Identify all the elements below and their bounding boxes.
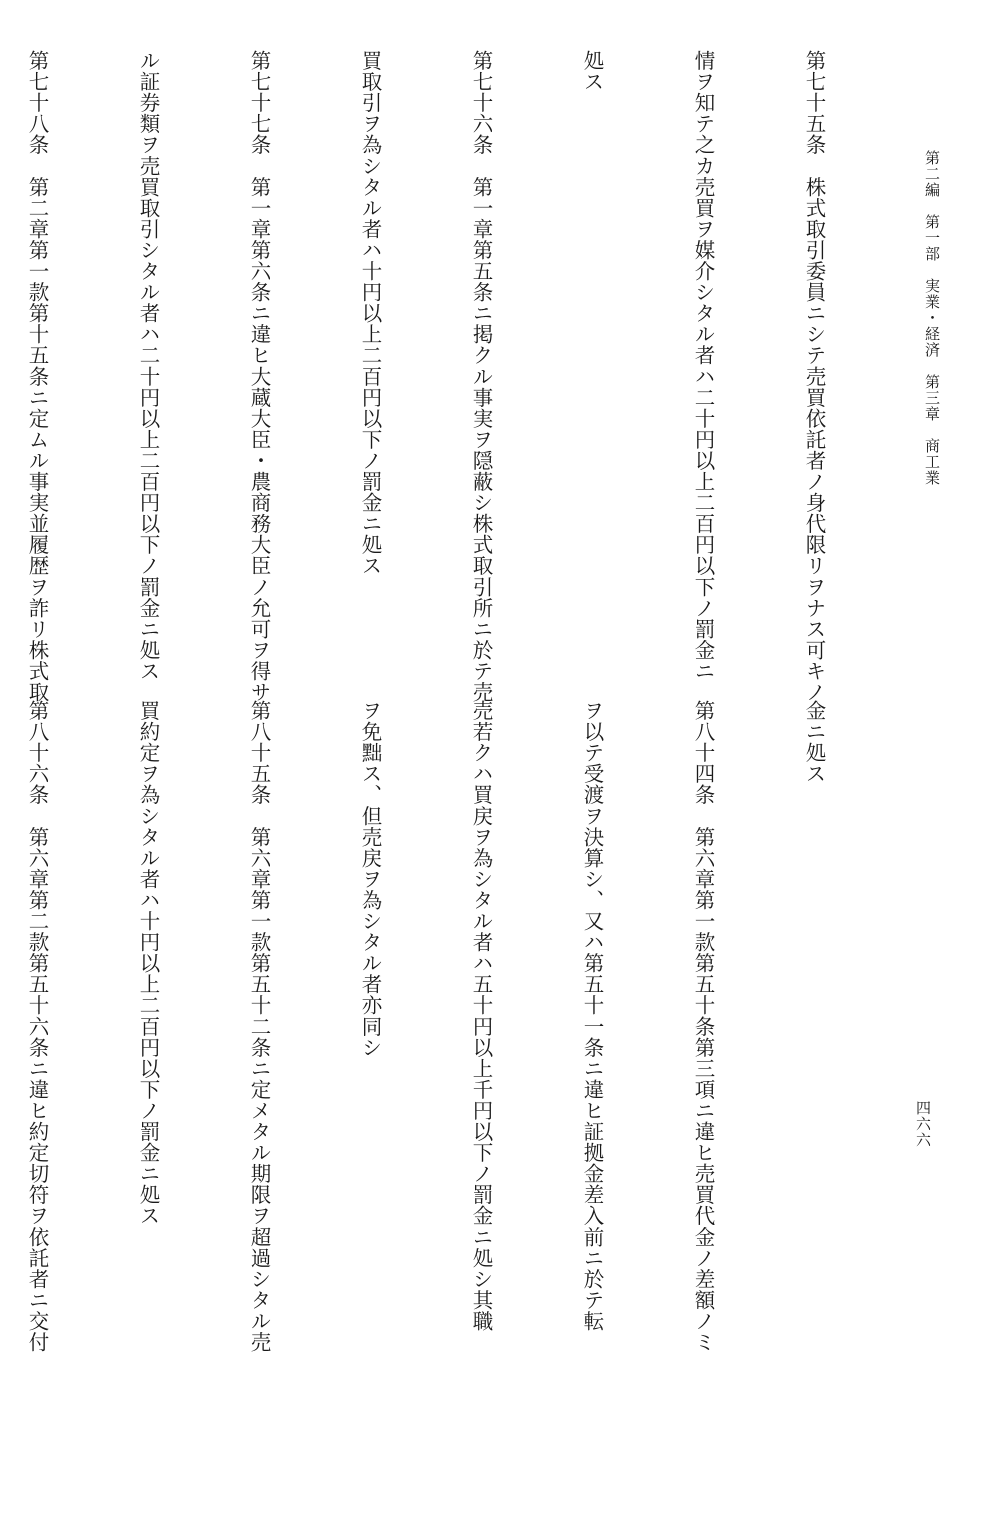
- text-line: ル証券類ヲ売買取引シタル者ハ二十円以上二百円以下ノ罰金ニ処ス: [136, 50, 160, 682]
- text-line: 情ヲ知テ之カ売買ヲ媒介シタル者ハ二十円以上二百円以下ノ罰金ニ: [691, 50, 715, 682]
- upper-text-block: [0, 50, 906, 703]
- text-line: 第七十五条 株式取引委員ニシテ売買依託者ノ身代限リヲナス可キノ: [802, 50, 826, 703]
- text-line: 第七十七条 第一章第六条ニ違ヒ大蔵大臣・農商務大臣ノ允可ヲ得サ: [247, 50, 271, 703]
- text-line: ヲ以テ受渡ヲ決算シ、又ハ第五十一条ニ違ヒ証拠金差入前ニ於テ転: [580, 700, 604, 1332]
- text-line: 売若クハ買戻ヲ為シタル者ハ五十円以上千円以下ノ罰金ニ処シ其職: [469, 700, 493, 1332]
- text-line: 処ス: [580, 50, 604, 93]
- text-line: 第七十八条 第二章第一款第十五条ニ定ムル事実並履歴ヲ詐リ株式取: [25, 50, 49, 703]
- text-line: ヲ免黜ス、但売戻ヲ為シタル者亦同シ: [358, 700, 382, 1058]
- text-line: 第八十四条 第六章第一款第五十条第三項ニ違ヒ売買代金ノ差額ノミ: [691, 700, 715, 1353]
- running-head: 第二編 第一部 実業・経済 第三章 商工業: [923, 150, 941, 486]
- text-line: 第八十五条 第六章第一款第五十二条ニ定メタル期限ヲ超過シタル売: [247, 700, 271, 1353]
- text-line: 第八十六条 第六章第二款第五十六条ニ違ヒ約定切符ヲ依託者ニ交付: [25, 700, 49, 1353]
- text-line: 金ニ処ス: [802, 700, 826, 785]
- text-line: 第七十六条 第一章第五条ニ掲クル事実ヲ隠蔽シ株式取引所ニ於テ売: [469, 50, 493, 703]
- lower-text-block: [0, 700, 906, 1353]
- text-line: 買取引ヲ為シタル者ハ十円以上二百円以下ノ罰金ニ処ス: [358, 50, 382, 577]
- text-line: 買約定ヲ為シタル者ハ十円以上二百円以下ノ罰金ニ処ス: [136, 700, 160, 1227]
- page-number: 四六六: [914, 1100, 932, 1148]
